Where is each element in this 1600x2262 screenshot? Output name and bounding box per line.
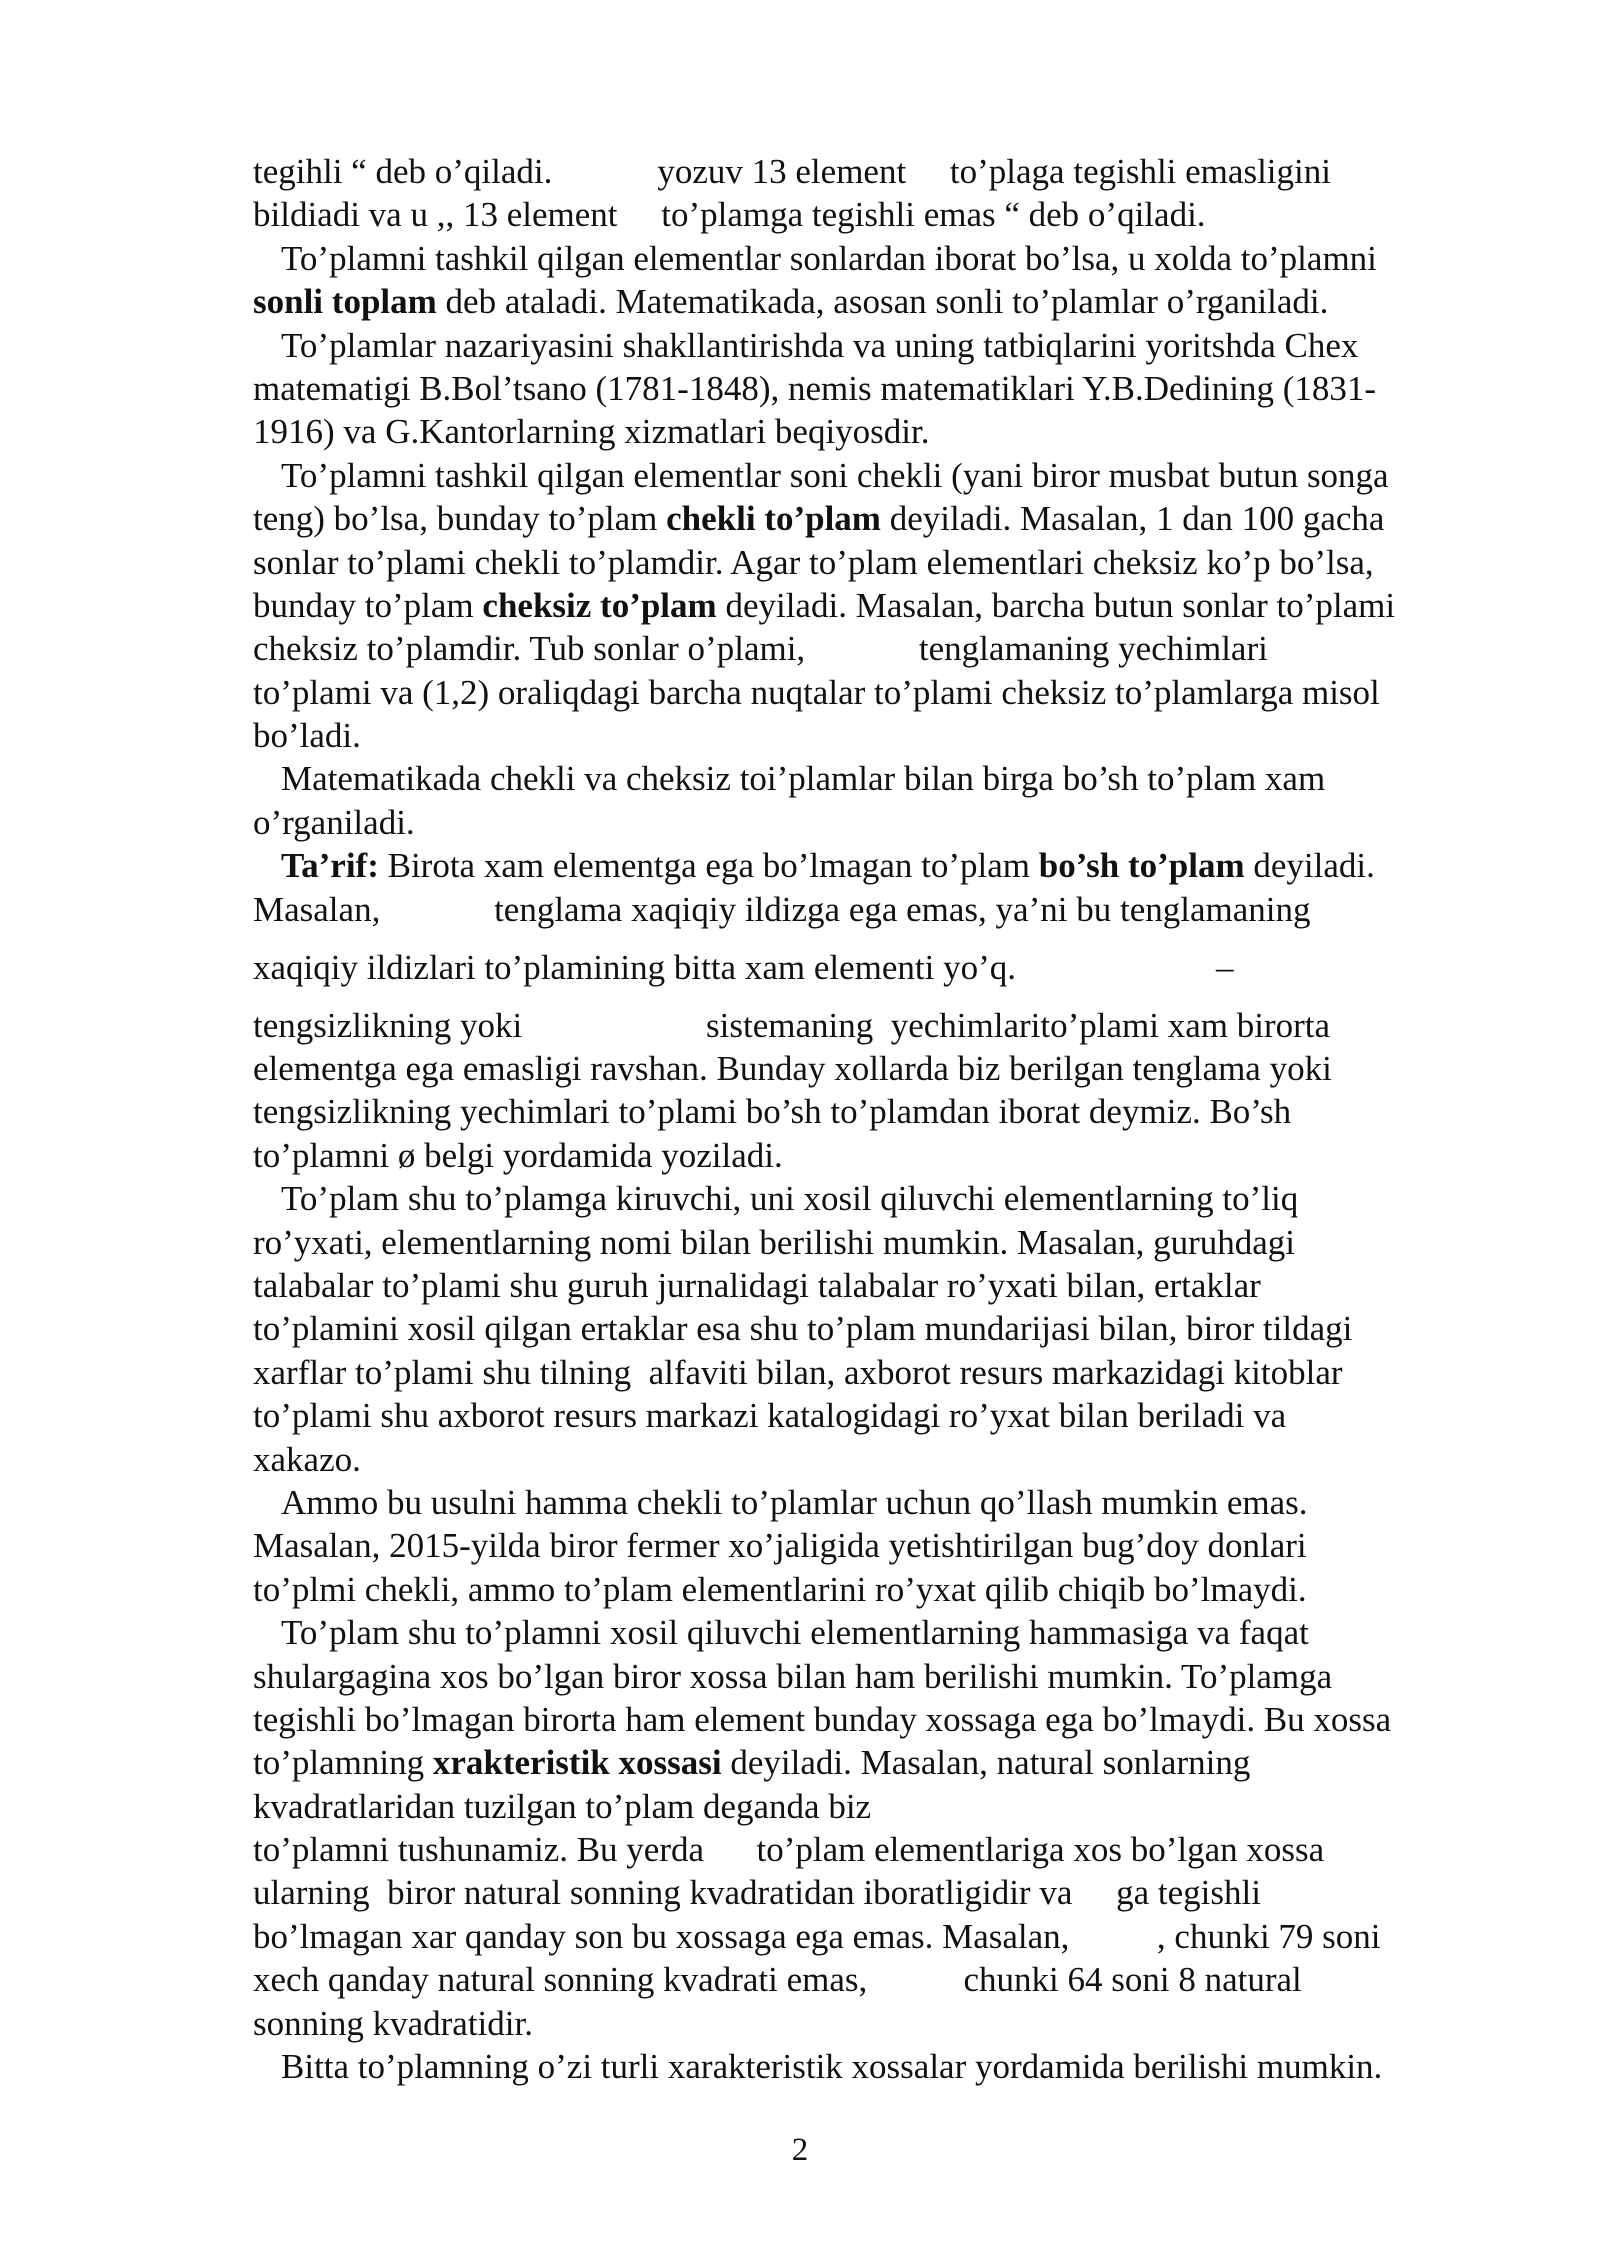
definition-label: Ta’rif: xyxy=(281,846,379,886)
text-line: ularning biror natural sonning kvadratidan iboratligidir va ga tegishli xyxy=(253,1873,1261,1913)
text-line: Ta’rif: Birota xam elementga ega bo’lmagan to’plam bo’sh to’plam deyiladi. xyxy=(281,846,1375,886)
text-line: tengsizlikning yechimlari to’plami bo’sh to’plamdan iborat deymiz. Bo’sh xyxy=(253,1092,1292,1132)
bold-term: xrakteristik xossasi xyxy=(432,1743,722,1783)
text-line: bo’lmagan xar qanday son bu xossaga ega emas. Masalan, , chunki 79 soni xyxy=(253,1916,1381,1956)
text-line: to’plamning xrakteristik xossasi deyiladi. Masalan, natural sonlarning xyxy=(253,1743,1251,1783)
text-line: to’plami shu axborot resurs markazi katalogidagi ro’yxat bilan beriladi va xyxy=(253,1396,1287,1436)
text-line: Masalan, tenglama xaqiqiy ildizga ega emas, ya’ni bu tenglamaning xyxy=(253,889,1311,929)
text-line: To’plam shu to’plamni xosil qiluvchi elementlarning hammasiga va faqat xyxy=(281,1613,1309,1653)
bold-term: chekli to’plam xyxy=(666,499,881,539)
text-line: cheksiz to’plamdir. Tub sonlar o’plami, tenglamaning yechimlari xyxy=(253,629,1268,669)
text-line: xaqiqiy ildizlari to’plamining bitta xam elementi yo’q. – xyxy=(253,946,1493,1004)
text-line: sonli toplam deb ataladi. Matematikada, asosan sonli to’plamlar o’rganiladi. xyxy=(253,282,1329,322)
text-line: Bitta to’plamning o’zi turli xarakteristik xossalar yordamida berilishi mumkin. xyxy=(281,2047,1383,2087)
text-line: elementga ega emasligi ravshan. Bunday xollarda biz berilgan tenglama yoki xyxy=(253,1049,1332,1089)
text-line: xakazo. xyxy=(253,1439,361,1479)
text-line: shulargagina xos bo’lgan biror xossa bilan ham berilishi mumkin. To’plamga xyxy=(253,1656,1333,1696)
text-line: sonning kvadratidir. xyxy=(253,2003,533,2043)
dash-mark: – xyxy=(1216,947,1234,987)
text-line: o’rganiladi. xyxy=(253,802,415,842)
text-line: Ammo bu usulni hamma chekli to’plamlar uchun qo’llash mumkin emas. xyxy=(281,1482,1308,1522)
text-line: tegihli “ deb o’qiladi. yozuv 13 element to’plaga tegishli emasligini xyxy=(253,152,1331,191)
text-line: xarflar to’plami shu tilning alfaviti bilan, axborot resurs markazidagi kitoblar xyxy=(253,1352,1343,1392)
text-line: to’plamni tushunamiz. Bu yerda to’plam elementlariga xos bo’lgan xossa xyxy=(253,1830,1325,1870)
page-number: 2 xyxy=(791,2132,809,2168)
text-line: To’plamlar nazariyasini shakllantirishda va uning tatbiqlarini yoritshda Chex xyxy=(281,325,1359,365)
text-line: talabalar to’plami shu guruh jurnalidagi talabalar ro’yxati bilan, ertaklar xyxy=(253,1265,1261,1305)
text-line: To’plam shu to’plamga kiruvchi, uni xosil qiluvchi elementlarning to’liq xyxy=(281,1179,1299,1219)
text-line: bildiadi va u ,, 13 element to’plamga tegishli emas “ deb o’qiladi. xyxy=(253,195,1206,235)
text-line: tengsizlikning yoki sistemaning yechimlarito’plami xam birorta xyxy=(253,1005,1331,1045)
bold-term: bo’sh to’plam xyxy=(1038,846,1245,886)
bold-term: sonli toplam xyxy=(253,282,437,322)
text-line: 1916) va G.Kantorlarning xizmatlari beqiyosdir. xyxy=(253,412,930,452)
text-line: teng) bo’lsa, bunday to’plam chekli to’plam deyiladi. Masalan, 1 dan 100 gacha xyxy=(253,499,1385,539)
text-line: to’plmi chekli, ammo to’plam elementlarini ro’yxat qilib chiqib bo’lmaydi. xyxy=(253,1569,1307,1609)
text-line: tegishli bo’lmagan birorta ham element bunday xossaga ega bo’lmaydi. Bu xossa xyxy=(253,1699,1392,1739)
text-line: to’plami va (1,2) oraliqdagi barcha nuqtalar to’plami cheksiz to’plamlarga misol xyxy=(253,672,1380,712)
text-line: to’plamini xosil qilgan ertaklar esa shu to’plam mundarijasi bilan, biror tildagi xyxy=(253,1309,1353,1349)
text-line: Masalan, 2015-yilda biror fermer xo’jaligida yetishtirilgan bug’doy donlari xyxy=(253,1526,1307,1566)
bold-term: cheksiz to’plam xyxy=(482,585,717,625)
text-line: ro’yxati, elementlarning nomi bilan berilishi mumkin. Masalan, guruhdagi xyxy=(253,1222,1296,1262)
text-line: bo’ladi. xyxy=(253,716,361,756)
text-line: sonlar to’plami chekli to’plamdir. Agar to’plam elementlari cheksiz ko’p bo’lsa, xyxy=(253,542,1374,582)
text-line: to’plamni ø belgi yordamida yoziladi. xyxy=(253,1135,783,1175)
text-line: xech qanday natural sonning kvadrati emas, chunki 64 soni 8 natural xyxy=(253,1960,1302,2000)
text-line: Matematikada chekli va cheksiz toi’plamlar bilan birga bo’sh to’plam xam xyxy=(281,759,1326,799)
text-line: To’plamni tashkil qilgan elementlar sonlardan iborat bo’lsa, u xolda to’plamni xyxy=(281,238,1377,278)
text-line: matematigi B.Bol’tsano (1781-1848), nemis matematiklari Y.B.Dedining (1831- xyxy=(253,368,1377,408)
text-line: bunday to’plam cheksiz to’plam deyiladi. Masalan, barcha butun sonlar to’plami xyxy=(253,585,1396,625)
text-line: kvadratlaridan tuzilgan to’plam deganda biz xyxy=(253,1786,872,1826)
text-line: To’plamni tashkil qilgan elementlar soni chekli (yani biror musbat butun songa xyxy=(281,455,1389,495)
page-text xyxy=(253,150,1493,2088)
